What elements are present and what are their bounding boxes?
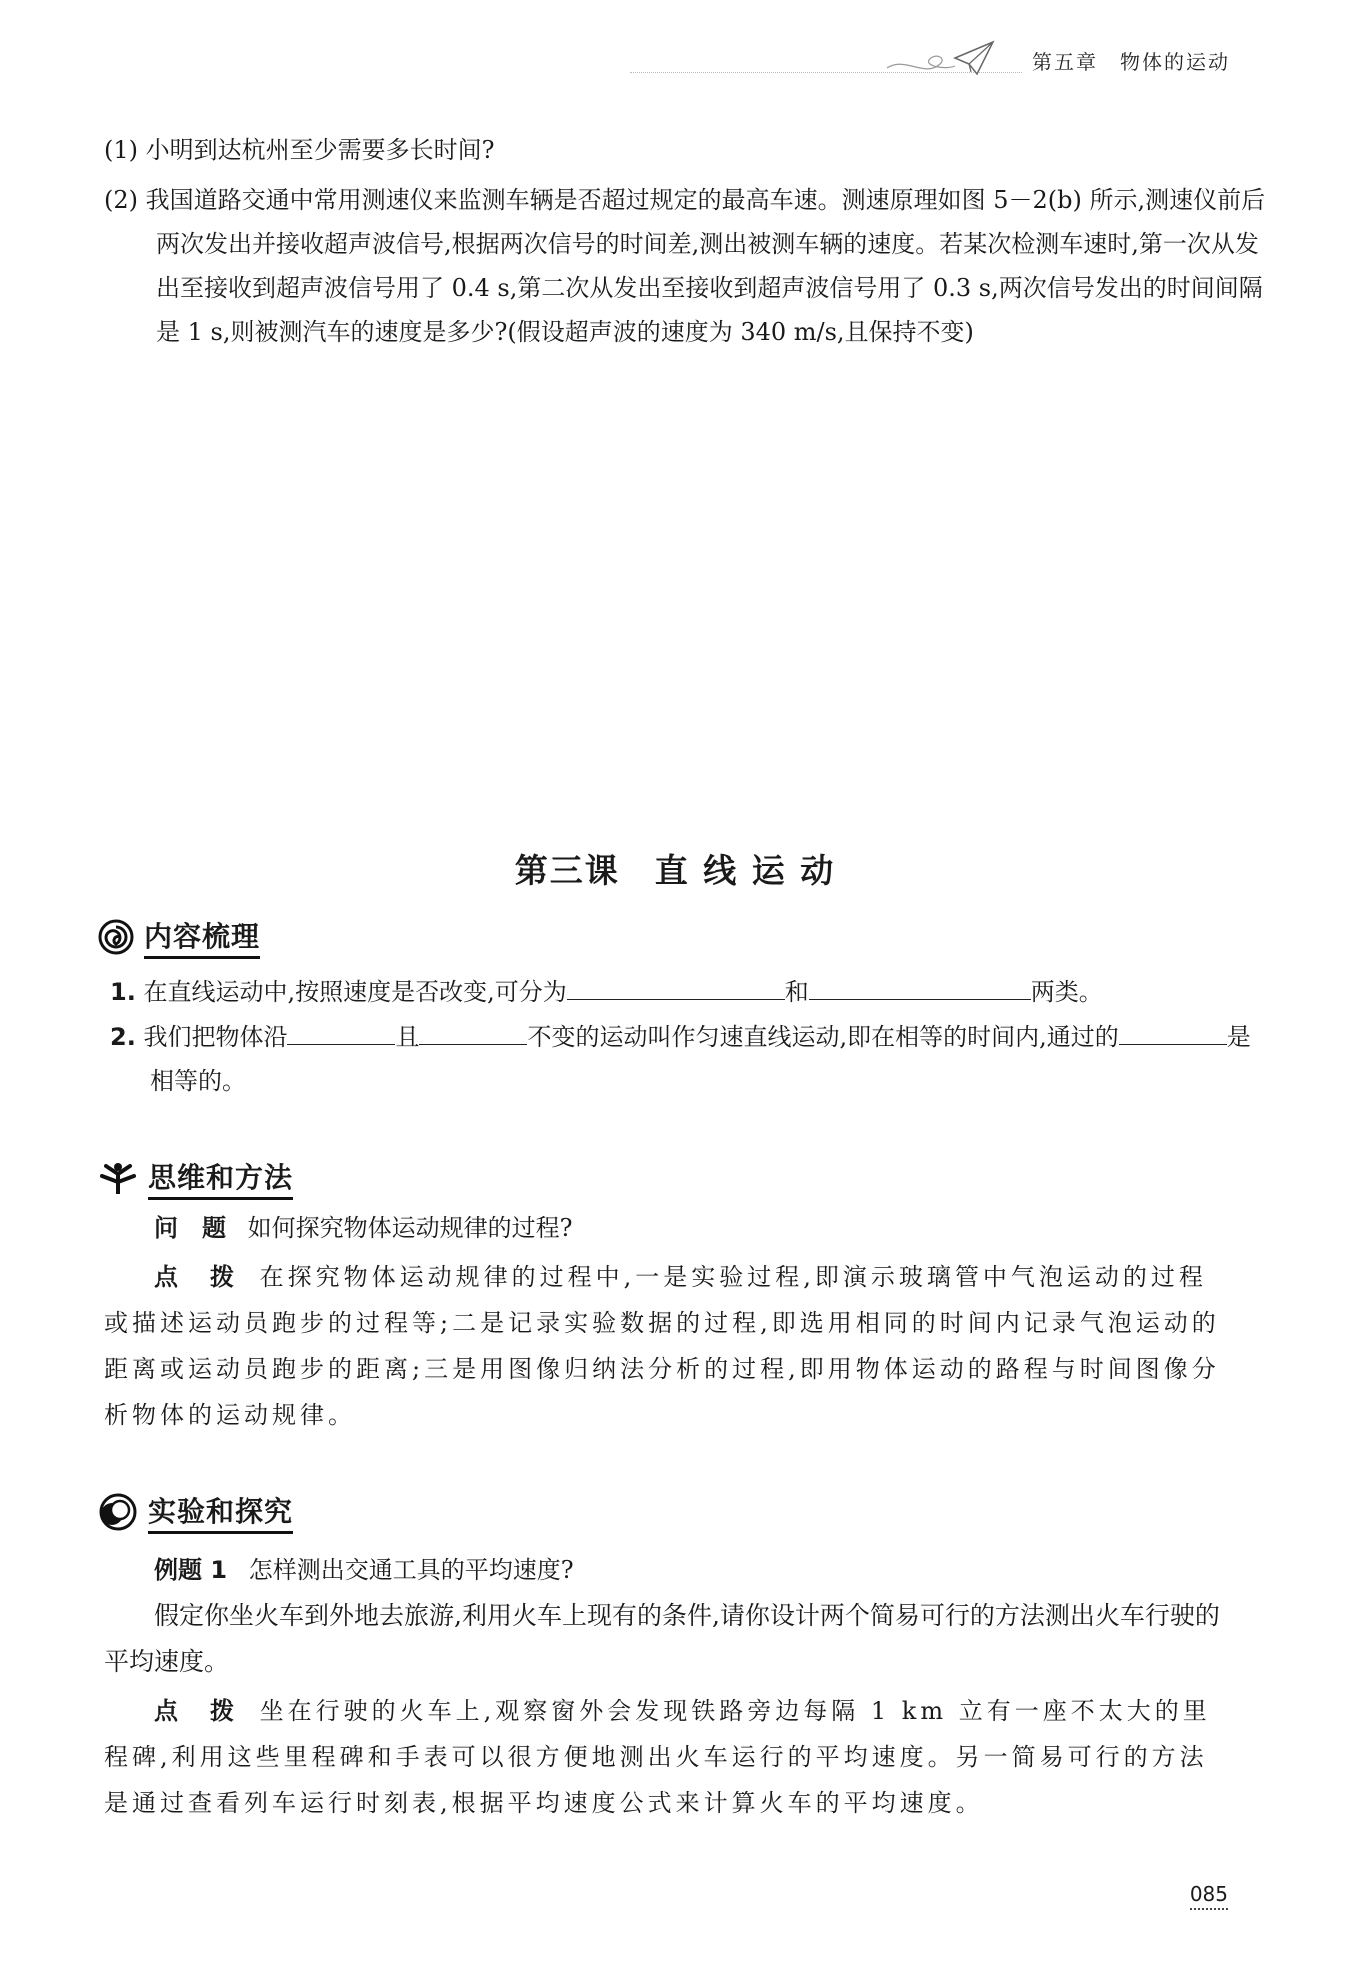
content-item-2 (110, 1015, 1270, 1103)
experiment-tip (104, 1688, 1229, 1826)
item-1-text-a: 在直线运动中,按照速度是否改变,可分为 (143, 978, 567, 1006)
method-question-text: 如何探究物体运动规律的过程? (247, 1214, 573, 1242)
item-2-number: 2. (110, 1023, 136, 1051)
running-header (630, 38, 1230, 78)
item-2-text-c: 不变的运动叫作匀速直线运动,即在相等的时间内,通过的 (527, 1023, 1119, 1051)
tip-label: 点 拨 (154, 1263, 238, 1291)
question-label: 问 题 (154, 1214, 226, 1242)
paper-plane-icon (885, 38, 995, 78)
fill-blank[interactable] (567, 975, 785, 1000)
method-tip-text: 在探究物体运动规律的过程中,一是实验过程,即演示玻璃管中气泡运动的过程或描述运动员跑步的过程等;二是记录实验数据的过程,即选用相同的时间内记录气泡运动的距离或运动员跑步的距离;三是用图像归纳法分析的过程,即用物体运动的路程与时间图像分析物体的运动规律。 (104, 1263, 1220, 1429)
method-tip (104, 1254, 1229, 1438)
question-1-text: 小明到达杭州至少需要多长时间? (145, 136, 495, 164)
item-1-text-b: 和 (784, 978, 809, 1006)
section-title-content: 内容梳理 (144, 915, 260, 959)
question-2-number: (2) (104, 186, 138, 214)
item-1-number: 1. (110, 978, 136, 1006)
item-1-text-c: 两类。 (1030, 978, 1103, 1006)
sprout-icon (98, 1160, 138, 1196)
example-text: 假定你坐火车到外地去旅游,利用火车上现有的条件,请你设计两个简易可行的方法测出火车行驶的平均速度。 (104, 1601, 1220, 1676)
circles-icon (98, 1492, 138, 1532)
example-heading (154, 1548, 1229, 1592)
section-header-experiment (98, 1488, 293, 1536)
method-question (154, 1206, 1229, 1250)
example-label: 例题 1 (154, 1556, 228, 1584)
question-2-text: 我国道路交通中常用测速仪来监测车辆是否超过规定的最高车速。测速原理如图 5－2(b) 所示,测速仪前后两次发出并接收超声波信号,根据两次信号的时间差,测出被测车辆的速度。若某次检测车速时,第一次从发出至接收到超声波信号用了 0.4 s,第二次从发出至接收到超声波信号用了 0.3 s,两次信号发出的时间间隔是 1 s,则被测汽车的速度是多少?(假设超声波的速度为 340 m/s,且保持不变) (145, 186, 1266, 346)
item-2-text-d: 是相等的。 (150, 1023, 1251, 1095)
question-1-number: (1) (104, 136, 138, 164)
lesson-title: 第三课 直 线 运 动 (514, 851, 836, 890)
tip-label: 点 拨 (154, 1697, 238, 1725)
experiment-tip-text: 坐在行驶的火车上,观察窗外会发现铁路旁边每隔 1 km 立有一座不太大的里程碑,利用这些里程碑和手表可以很方便地测出火车运行的平均速度。另一简易可行的方法是通过查看列车运行时刻表,根据平均速度公式来计算火车的平均速度。 (104, 1697, 1211, 1817)
example-title: 怎样测出交通工具的平均速度? (248, 1556, 574, 1584)
section-title-method: 思维和方法 (148, 1156, 293, 1200)
section-title-experiment: 实验和探究 (148, 1490, 293, 1534)
fill-blank[interactable] (1119, 1020, 1227, 1045)
content-item-1 (110, 970, 1230, 1014)
section-header-content (98, 913, 260, 961)
page-number: 085 (1190, 1882, 1228, 1910)
item-2-text-a: 我们把物体沿 (143, 1023, 288, 1051)
fill-blank[interactable] (809, 975, 1031, 1000)
fill-blank[interactable] (419, 1020, 527, 1045)
item-2-text-b: 且 (395, 1023, 420, 1051)
fill-blank[interactable] (287, 1020, 395, 1045)
question-2 (104, 178, 1281, 354)
chapter-title: 第五章 物体的运动 (1022, 46, 1230, 75)
spiral-icon (98, 919, 134, 955)
question-1 (104, 128, 1229, 172)
section-header-method (98, 1154, 293, 1202)
